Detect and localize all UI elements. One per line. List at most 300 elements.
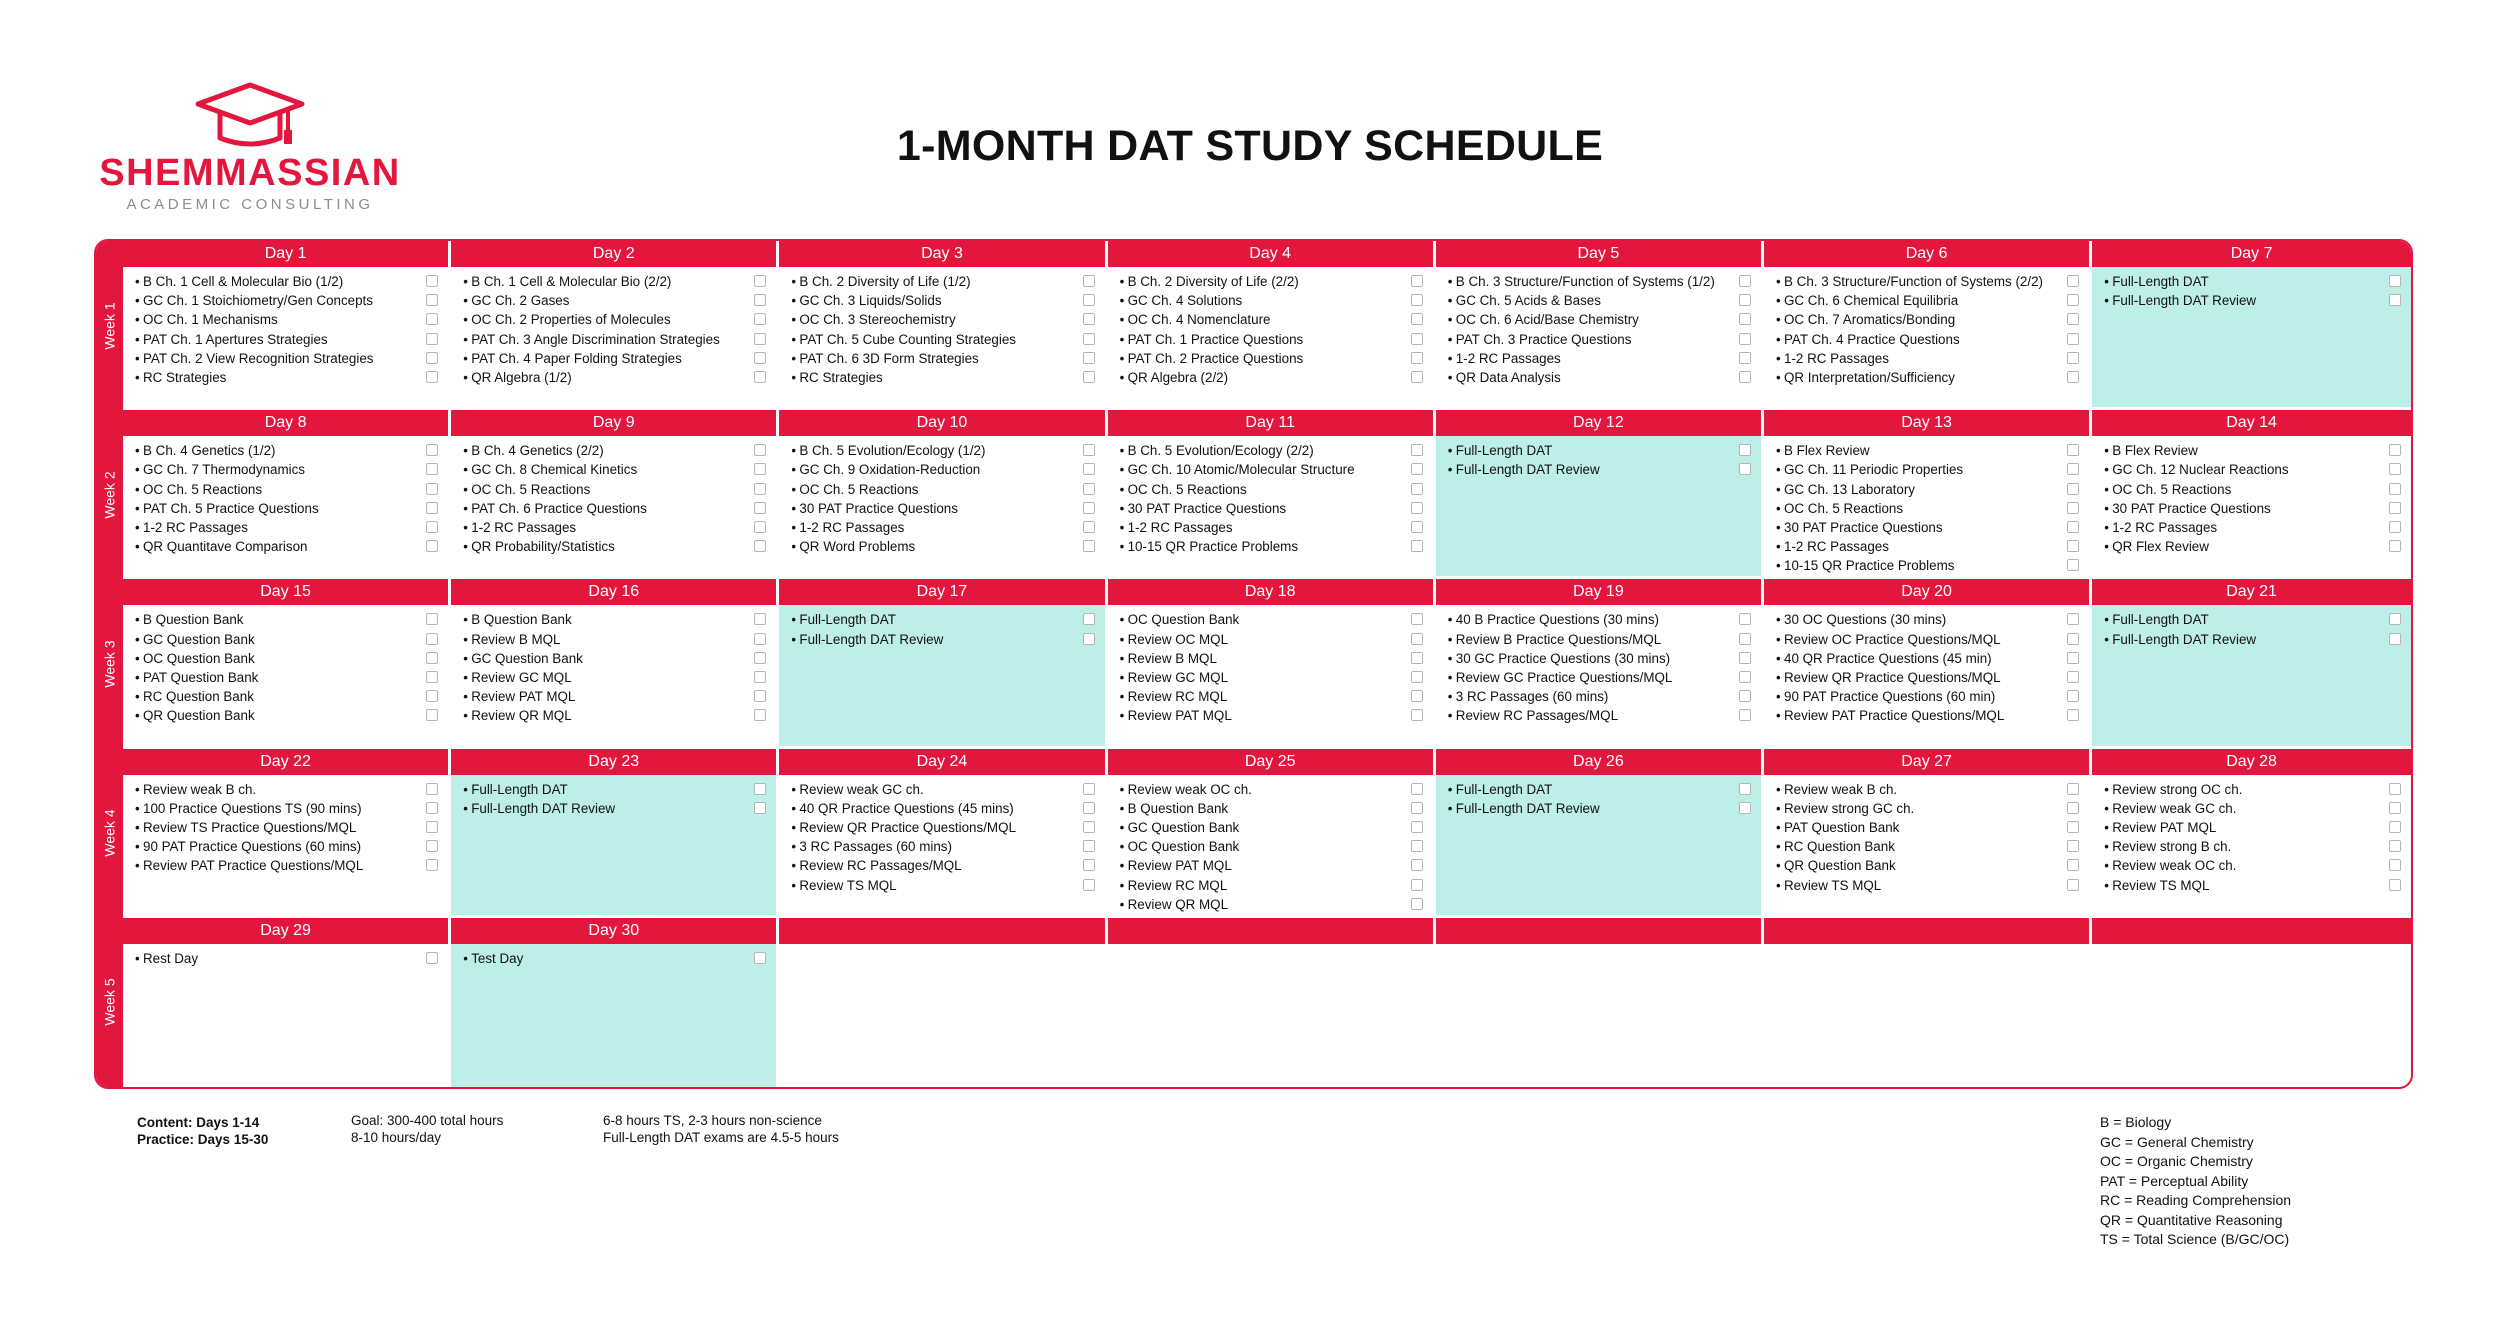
task-checkbox[interactable]: [426, 444, 438, 456]
task-checkbox[interactable]: [754, 521, 766, 533]
task-text: 100 Practice Questions TS (90 mins): [143, 800, 362, 816]
task-checkbox[interactable]: [2389, 444, 2401, 456]
task-checkbox[interactable]: [1411, 821, 1423, 833]
task-checkbox[interactable]: [754, 633, 766, 645]
task-text: Review TS Practice Questions/MQL: [143, 819, 357, 835]
task-item: [1776, 837, 2079, 856]
task-item: [135, 799, 438, 818]
task-checkbox[interactable]: [1411, 540, 1423, 552]
task-checkbox[interactable]: [1083, 352, 1095, 364]
task-checkbox[interactable]: [426, 690, 438, 702]
task-checkbox[interactable]: [2067, 540, 2079, 552]
task-checkbox[interactable]: [2389, 483, 2401, 495]
day-cell: [2092, 749, 2411, 915]
task-list: [135, 949, 438, 968]
task-checkbox[interactable]: [1083, 521, 1095, 533]
task-checkbox[interactable]: [754, 294, 766, 306]
task-checkbox[interactable]: [2067, 859, 2079, 871]
task-item: [1120, 537, 1423, 556]
task-item: [2104, 856, 2401, 875]
task-checkbox[interactable]: [2067, 709, 2079, 721]
task-text: Review weak GC ch.: [799, 781, 924, 797]
task-text: PAT Ch. 2 View Recognition Strategies: [143, 350, 374, 366]
task-checkbox[interactable]: [1083, 483, 1095, 495]
task-checkbox[interactable]: [1411, 502, 1423, 514]
task-checkbox[interactable]: [1083, 840, 1095, 852]
task-checkbox[interactable]: [754, 690, 766, 702]
task-list: [2104, 610, 2401, 648]
task-checkbox[interactable]: [2067, 783, 2079, 795]
task-checkbox[interactable]: [754, 671, 766, 683]
task-item: [463, 630, 766, 649]
task-checkbox[interactable]: [1083, 313, 1095, 325]
bullet-icon: •: [1447, 312, 1453, 328]
task-checkbox[interactable]: [2067, 821, 2079, 833]
bullet-icon: •: [1776, 539, 1781, 555]
task-item: [2104, 780, 2401, 799]
task-checkbox[interactable]: [426, 540, 438, 552]
task-item: [791, 291, 1094, 310]
task-checkbox[interactable]: [1739, 294, 1751, 306]
task-text: OC Ch. 5 Reactions: [471, 481, 591, 497]
task-item: [135, 349, 438, 368]
task-checkbox[interactable]: [426, 333, 438, 345]
bullet-icon: •: [791, 612, 797, 628]
task-checkbox[interactable]: [426, 521, 438, 533]
bullet-icon: •: [791, 631, 797, 647]
task-list: [1120, 610, 1423, 725]
task-item: [135, 537, 438, 556]
task-checkbox[interactable]: [1083, 333, 1095, 345]
task-item: [791, 818, 1094, 837]
task-text: 10-15 QR Practice Problems: [1127, 539, 1299, 555]
task-checkbox[interactable]: [1739, 783, 1751, 795]
task-checkbox[interactable]: [1083, 502, 1095, 514]
bullet-icon: •: [2104, 858, 2109, 874]
task-item: [1776, 649, 2079, 668]
task-checkbox[interactable]: [426, 352, 438, 364]
task-checkbox[interactable]: [1083, 821, 1095, 833]
task-checkbox[interactable]: [426, 371, 438, 383]
task-text: B Ch. 4 Genetics (1/2): [143, 443, 276, 459]
legend-item: TS = Total Science (B/GC/OC): [2100, 1231, 2290, 1247]
bullet-icon: •: [135, 858, 140, 874]
task-checkbox[interactable]: [1411, 313, 1423, 325]
day-header: Day 23: [451, 749, 776, 775]
task-checkbox[interactable]: [426, 483, 438, 495]
task-item: [463, 460, 766, 479]
task-text: GC Ch. 3 Liquids/Solids: [799, 293, 942, 309]
task-checkbox[interactable]: [2067, 313, 2079, 325]
task-checkbox[interactable]: [426, 633, 438, 645]
task-item: [463, 649, 766, 668]
task-checkbox[interactable]: [754, 444, 766, 456]
task-checkbox[interactable]: [1411, 671, 1423, 683]
bullet-icon: •: [1119, 800, 1125, 816]
task-checkbox[interactable]: [426, 671, 438, 683]
task-text: Review PAT MQL: [471, 689, 576, 705]
task-text: B Ch. 4 Genetics (2/2): [471, 443, 604, 459]
task-text: Full-Length DAT: [2112, 274, 2209, 289]
task-checkbox[interactable]: [2389, 275, 2401, 287]
bullet-icon: •: [1119, 500, 1125, 516]
task-checkbox[interactable]: [1739, 333, 1751, 345]
task-checkbox[interactable]: [426, 952, 438, 964]
bullet-icon: •: [1119, 293, 1125, 309]
task-text: B Ch. 5 Evolution/Ecology (1/2): [799, 443, 986, 459]
task-checkbox[interactable]: [1411, 483, 1423, 495]
task-checkbox[interactable]: [2389, 633, 2401, 645]
bullet-icon: •: [1447, 350, 1453, 366]
task-checkbox[interactable]: [1411, 879, 1423, 891]
task-checkbox[interactable]: [1083, 275, 1095, 287]
task-checkbox[interactable]: [754, 275, 766, 287]
day-header: Day 5: [1436, 241, 1761, 267]
task-item: [2104, 480, 2401, 499]
phase-content: Content: Days 1-14: [137, 1115, 260, 1130]
task-item: [135, 649, 438, 668]
task-item: [1448, 349, 1751, 368]
graduation-cap-icon: [192, 82, 308, 148]
task-text: Review GC Practice Questions/MQL: [1455, 669, 1673, 685]
task-checkbox[interactable]: [2067, 483, 2079, 495]
day-cell: [1108, 918, 1433, 1087]
bullet-icon: •: [135, 369, 140, 385]
task-checkbox[interactable]: [1739, 709, 1751, 721]
bullet-icon: •: [791, 500, 797, 516]
task-checkbox[interactable]: [426, 502, 438, 514]
task-checkbox[interactable]: [426, 463, 438, 475]
task-item: [1448, 630, 1751, 649]
task-text: RC Question Bank: [1784, 839, 1895, 855]
goal-daily: 8-10 hours/day: [351, 1130, 442, 1145]
bullet-icon: •: [1119, 631, 1125, 647]
task-list: [1120, 780, 1423, 914]
bullet-icon: •: [791, 350, 797, 366]
task-text: 1-2 RC Passages: [799, 519, 905, 535]
bullet-icon: •: [1447, 331, 1453, 347]
task-checkbox[interactable]: [1411, 633, 1423, 645]
task-checkbox[interactable]: [1739, 313, 1751, 325]
day-header: Day 3: [779, 241, 1104, 267]
task-checkbox[interactable]: [1083, 463, 1095, 475]
task-item: [1120, 480, 1423, 499]
task-checkbox[interactable]: [754, 652, 766, 664]
day-header: Day 16: [451, 579, 776, 605]
task-text: Review B MQL: [471, 631, 561, 647]
day-header: [1108, 918, 1433, 944]
task-checkbox[interactable]: [1411, 652, 1423, 664]
task-item: [791, 630, 1094, 649]
task-item: [1776, 310, 2079, 329]
task-checkbox[interactable]: [1411, 444, 1423, 456]
bullet-icon: •: [1447, 274, 1453, 289]
task-item: [791, 876, 1094, 895]
task-item: [135, 518, 438, 537]
task-checkbox[interactable]: [1411, 521, 1423, 533]
task-checkbox[interactable]: [2067, 802, 2079, 814]
task-checkbox[interactable]: [1411, 690, 1423, 702]
task-list: [791, 441, 1094, 556]
bullet-icon: •: [135, 839, 140, 855]
task-checkbox[interactable]: [1083, 540, 1095, 552]
task-checkbox[interactable]: [2067, 444, 2079, 456]
task-item: [1120, 368, 1423, 387]
task-checkbox[interactable]: [1411, 783, 1423, 795]
task-checkbox[interactable]: [2067, 879, 2079, 891]
day-cell: [1764, 918, 2089, 1087]
task-checkbox[interactable]: [1411, 613, 1423, 625]
task-checkbox[interactable]: [1739, 690, 1751, 702]
task-checkbox[interactable]: [1411, 294, 1423, 306]
task-checkbox[interactable]: [2067, 294, 2079, 306]
task-item: [1120, 518, 1423, 537]
task-checkbox[interactable]: [2067, 690, 2079, 702]
task-item: [1776, 272, 2079, 291]
day-header: Day 22: [123, 749, 448, 775]
day-header: Day 12: [1436, 410, 1761, 436]
task-checkbox[interactable]: [1083, 613, 1095, 625]
task-item: [1776, 818, 2079, 837]
task-text: 90 PAT Practice Questions (60 mins): [143, 839, 362, 855]
task-checkbox[interactable]: [1739, 633, 1751, 645]
bullet-icon: •: [1119, 689, 1125, 705]
task-checkbox[interactable]: [426, 802, 438, 814]
task-checkbox[interactable]: [754, 371, 766, 383]
task-checkbox[interactable]: [2389, 802, 2401, 814]
task-item: [1448, 668, 1751, 687]
task-checkbox[interactable]: [2389, 540, 2401, 552]
task-checkbox[interactable]: [1411, 709, 1423, 721]
task-checkbox[interactable]: [2067, 463, 2079, 475]
task-checkbox[interactable]: [426, 294, 438, 306]
task-checkbox[interactable]: [754, 333, 766, 345]
task-text: Review strong B ch.: [2112, 839, 2232, 855]
task-checkbox[interactable]: [1411, 333, 1423, 345]
bullet-icon: •: [2104, 800, 2109, 816]
day-header: Day 26: [1436, 749, 1761, 775]
bullet-icon: •: [463, 650, 468, 666]
task-list: [463, 780, 766, 818]
task-item: [135, 687, 438, 706]
task-checkbox[interactable]: [1739, 352, 1751, 364]
hours-split: 6-8 hours TS, 2-3 hours non-science: [603, 1113, 822, 1128]
bullet-icon: •: [135, 443, 140, 459]
task-checkbox[interactable]: [2389, 463, 2401, 475]
task-checkbox[interactable]: [754, 483, 766, 495]
task-checkbox[interactable]: [754, 352, 766, 364]
task-checkbox[interactable]: [2389, 502, 2401, 514]
task-text: Review GC MQL: [1127, 669, 1229, 685]
task-checkbox[interactable]: [2389, 613, 2401, 625]
bullet-icon: •: [463, 631, 468, 647]
task-checkbox[interactable]: [754, 783, 766, 795]
task-checkbox[interactable]: [2389, 521, 2401, 533]
task-list: [1448, 441, 1751, 479]
day-cell: [779, 241, 1104, 407]
task-text: OC Ch. 5 Reactions: [1784, 500, 1904, 516]
task-checkbox[interactable]: [426, 313, 438, 325]
task-checkbox[interactable]: [1411, 859, 1423, 871]
task-checkbox[interactable]: [426, 652, 438, 664]
task-text: B Ch. 3 Structure/Function of Systems (1/2): [1455, 274, 1715, 289]
task-checkbox[interactable]: [2067, 559, 2079, 571]
bullet-icon: •: [1776, 558, 1781, 574]
bullet-icon: •: [2104, 500, 2109, 516]
task-text: 10-15 QR Practice Problems: [1784, 558, 1955, 574]
task-checkbox[interactable]: [2067, 371, 2079, 383]
task-checkbox[interactable]: [2067, 502, 2079, 514]
task-checkbox[interactable]: [426, 783, 438, 795]
task-item: [463, 518, 766, 537]
task-checkbox[interactable]: [2067, 840, 2079, 852]
task-item: [791, 856, 1094, 875]
task-text: Review B Practice Questions/MQL: [1455, 631, 1662, 647]
task-item: [1120, 818, 1423, 837]
bullet-icon: •: [135, 293, 140, 309]
task-checkbox[interactable]: [754, 613, 766, 625]
task-text: 30 PAT Practice Questions: [799, 500, 958, 516]
day-header: Day 4: [1108, 241, 1433, 267]
task-item: [1448, 441, 1751, 460]
bullet-icon: •: [463, 312, 468, 328]
bullet-icon: •: [1776, 781, 1781, 797]
bullet-icon: •: [463, 950, 468, 966]
task-checkbox[interactable]: [754, 952, 766, 964]
day-header: Day 10: [779, 410, 1104, 436]
task-list: [1776, 780, 2079, 895]
task-checkbox[interactable]: [2067, 333, 2079, 345]
task-item: [1120, 856, 1423, 875]
day-header: Day 17: [779, 579, 1104, 605]
task-text: B Flex Review: [2112, 443, 2198, 459]
task-checkbox[interactable]: [754, 802, 766, 814]
bullet-icon: •: [135, 274, 140, 289]
task-item: [791, 610, 1094, 629]
task-checkbox[interactable]: [754, 313, 766, 325]
task-text: OC Ch. 4 Nomenclature: [1127, 312, 1271, 328]
task-list: [463, 441, 766, 556]
bullet-icon: •: [135, 800, 140, 816]
bullet-icon: •: [791, 800, 797, 816]
task-checkbox[interactable]: [1739, 444, 1751, 456]
bullet-icon: •: [135, 500, 140, 516]
task-checkbox[interactable]: [1083, 783, 1095, 795]
task-list: [463, 949, 766, 968]
task-item: [1776, 349, 2079, 368]
task-text: B Ch. 1 Cell & Molecular Bio (2/2): [471, 274, 672, 289]
bullet-icon: •: [463, 274, 468, 289]
task-checkbox[interactable]: [426, 859, 438, 871]
task-checkbox[interactable]: [1411, 898, 1423, 910]
task-list: [135, 272, 438, 387]
day-header: Day 8: [123, 410, 448, 436]
task-checkbox[interactable]: [1739, 802, 1751, 814]
task-checkbox[interactable]: [426, 821, 438, 833]
task-item: [1448, 272, 1751, 291]
week-label: Week 4: [101, 809, 118, 857]
task-checkbox[interactable]: [1083, 444, 1095, 456]
task-checkbox[interactable]: [1083, 294, 1095, 306]
bullet-icon: •: [1776, 877, 1781, 893]
task-checkbox[interactable]: [754, 502, 766, 514]
day-header: Day 13: [1764, 410, 2089, 436]
task-checkbox[interactable]: [1083, 879, 1095, 891]
task-checkbox[interactable]: [1739, 613, 1751, 625]
task-checkbox[interactable]: [2067, 521, 2079, 533]
task-checkbox[interactable]: [2389, 840, 2401, 852]
task-checkbox[interactable]: [426, 840, 438, 852]
task-item: [1448, 649, 1751, 668]
task-item: [791, 330, 1094, 349]
task-text: Review TS MQL: [2112, 877, 2210, 893]
task-checkbox[interactable]: [1739, 371, 1751, 383]
task-item: [1776, 330, 2079, 349]
task-checkbox[interactable]: [426, 709, 438, 721]
task-item: [1448, 780, 1751, 799]
task-text: Review OC MQL: [1127, 631, 1229, 647]
task-checkbox[interactable]: [2389, 821, 2401, 833]
task-checkbox[interactable]: [2389, 294, 2401, 306]
task-checkbox[interactable]: [2067, 652, 2079, 664]
bullet-icon: •: [1119, 462, 1125, 478]
task-checkbox[interactable]: [1411, 371, 1423, 383]
task-checkbox[interactable]: [1739, 652, 1751, 664]
task-checkbox[interactable]: [1411, 840, 1423, 852]
task-checkbox[interactable]: [2067, 613, 2079, 625]
bullet-icon: •: [791, 539, 797, 555]
task-checkbox[interactable]: [2389, 783, 2401, 795]
task-text: 1-2 RC Passages: [143, 519, 248, 535]
task-checkbox[interactable]: [2067, 633, 2079, 645]
task-checkbox[interactable]: [1411, 463, 1423, 475]
task-checkbox[interactable]: [2389, 879, 2401, 891]
task-checkbox[interactable]: [1739, 671, 1751, 683]
task-checkbox[interactable]: [2067, 275, 2079, 287]
bullet-icon: •: [463, 500, 468, 516]
task-checkbox[interactable]: [2389, 859, 2401, 871]
task-item: [1776, 460, 2079, 479]
bullet-icon: •: [135, 950, 140, 966]
task-checkbox[interactable]: [1739, 463, 1751, 475]
task-checkbox[interactable]: [426, 275, 438, 287]
task-checkbox[interactable]: [1083, 633, 1095, 645]
task-item: [1120, 272, 1423, 291]
task-checkbox[interactable]: [1083, 802, 1095, 814]
task-list: [2104, 441, 2401, 556]
bullet-icon: •: [1776, 631, 1781, 647]
task-item: [135, 780, 438, 799]
task-checkbox[interactable]: [2067, 352, 2079, 364]
task-checkbox[interactable]: [1739, 275, 1751, 287]
task-checkbox[interactable]: [1083, 371, 1095, 383]
task-text: GC Ch. 2 Gases: [471, 293, 570, 309]
task-checkbox[interactable]: [426, 613, 438, 625]
task-item: [463, 499, 766, 518]
task-checkbox[interactable]: [754, 540, 766, 552]
task-checkbox[interactable]: [754, 463, 766, 475]
task-checkbox[interactable]: [1411, 352, 1423, 364]
task-checkbox[interactable]: [1411, 275, 1423, 287]
task-checkbox[interactable]: [2067, 671, 2079, 683]
task-item: [791, 349, 1094, 368]
task-checkbox[interactable]: [754, 709, 766, 721]
bullet-icon: •: [135, 312, 140, 328]
task-checkbox[interactable]: [1411, 802, 1423, 814]
task-list: [463, 610, 766, 725]
task-checkbox[interactable]: [1083, 859, 1095, 871]
hours-notes: [603, 1112, 839, 1146]
